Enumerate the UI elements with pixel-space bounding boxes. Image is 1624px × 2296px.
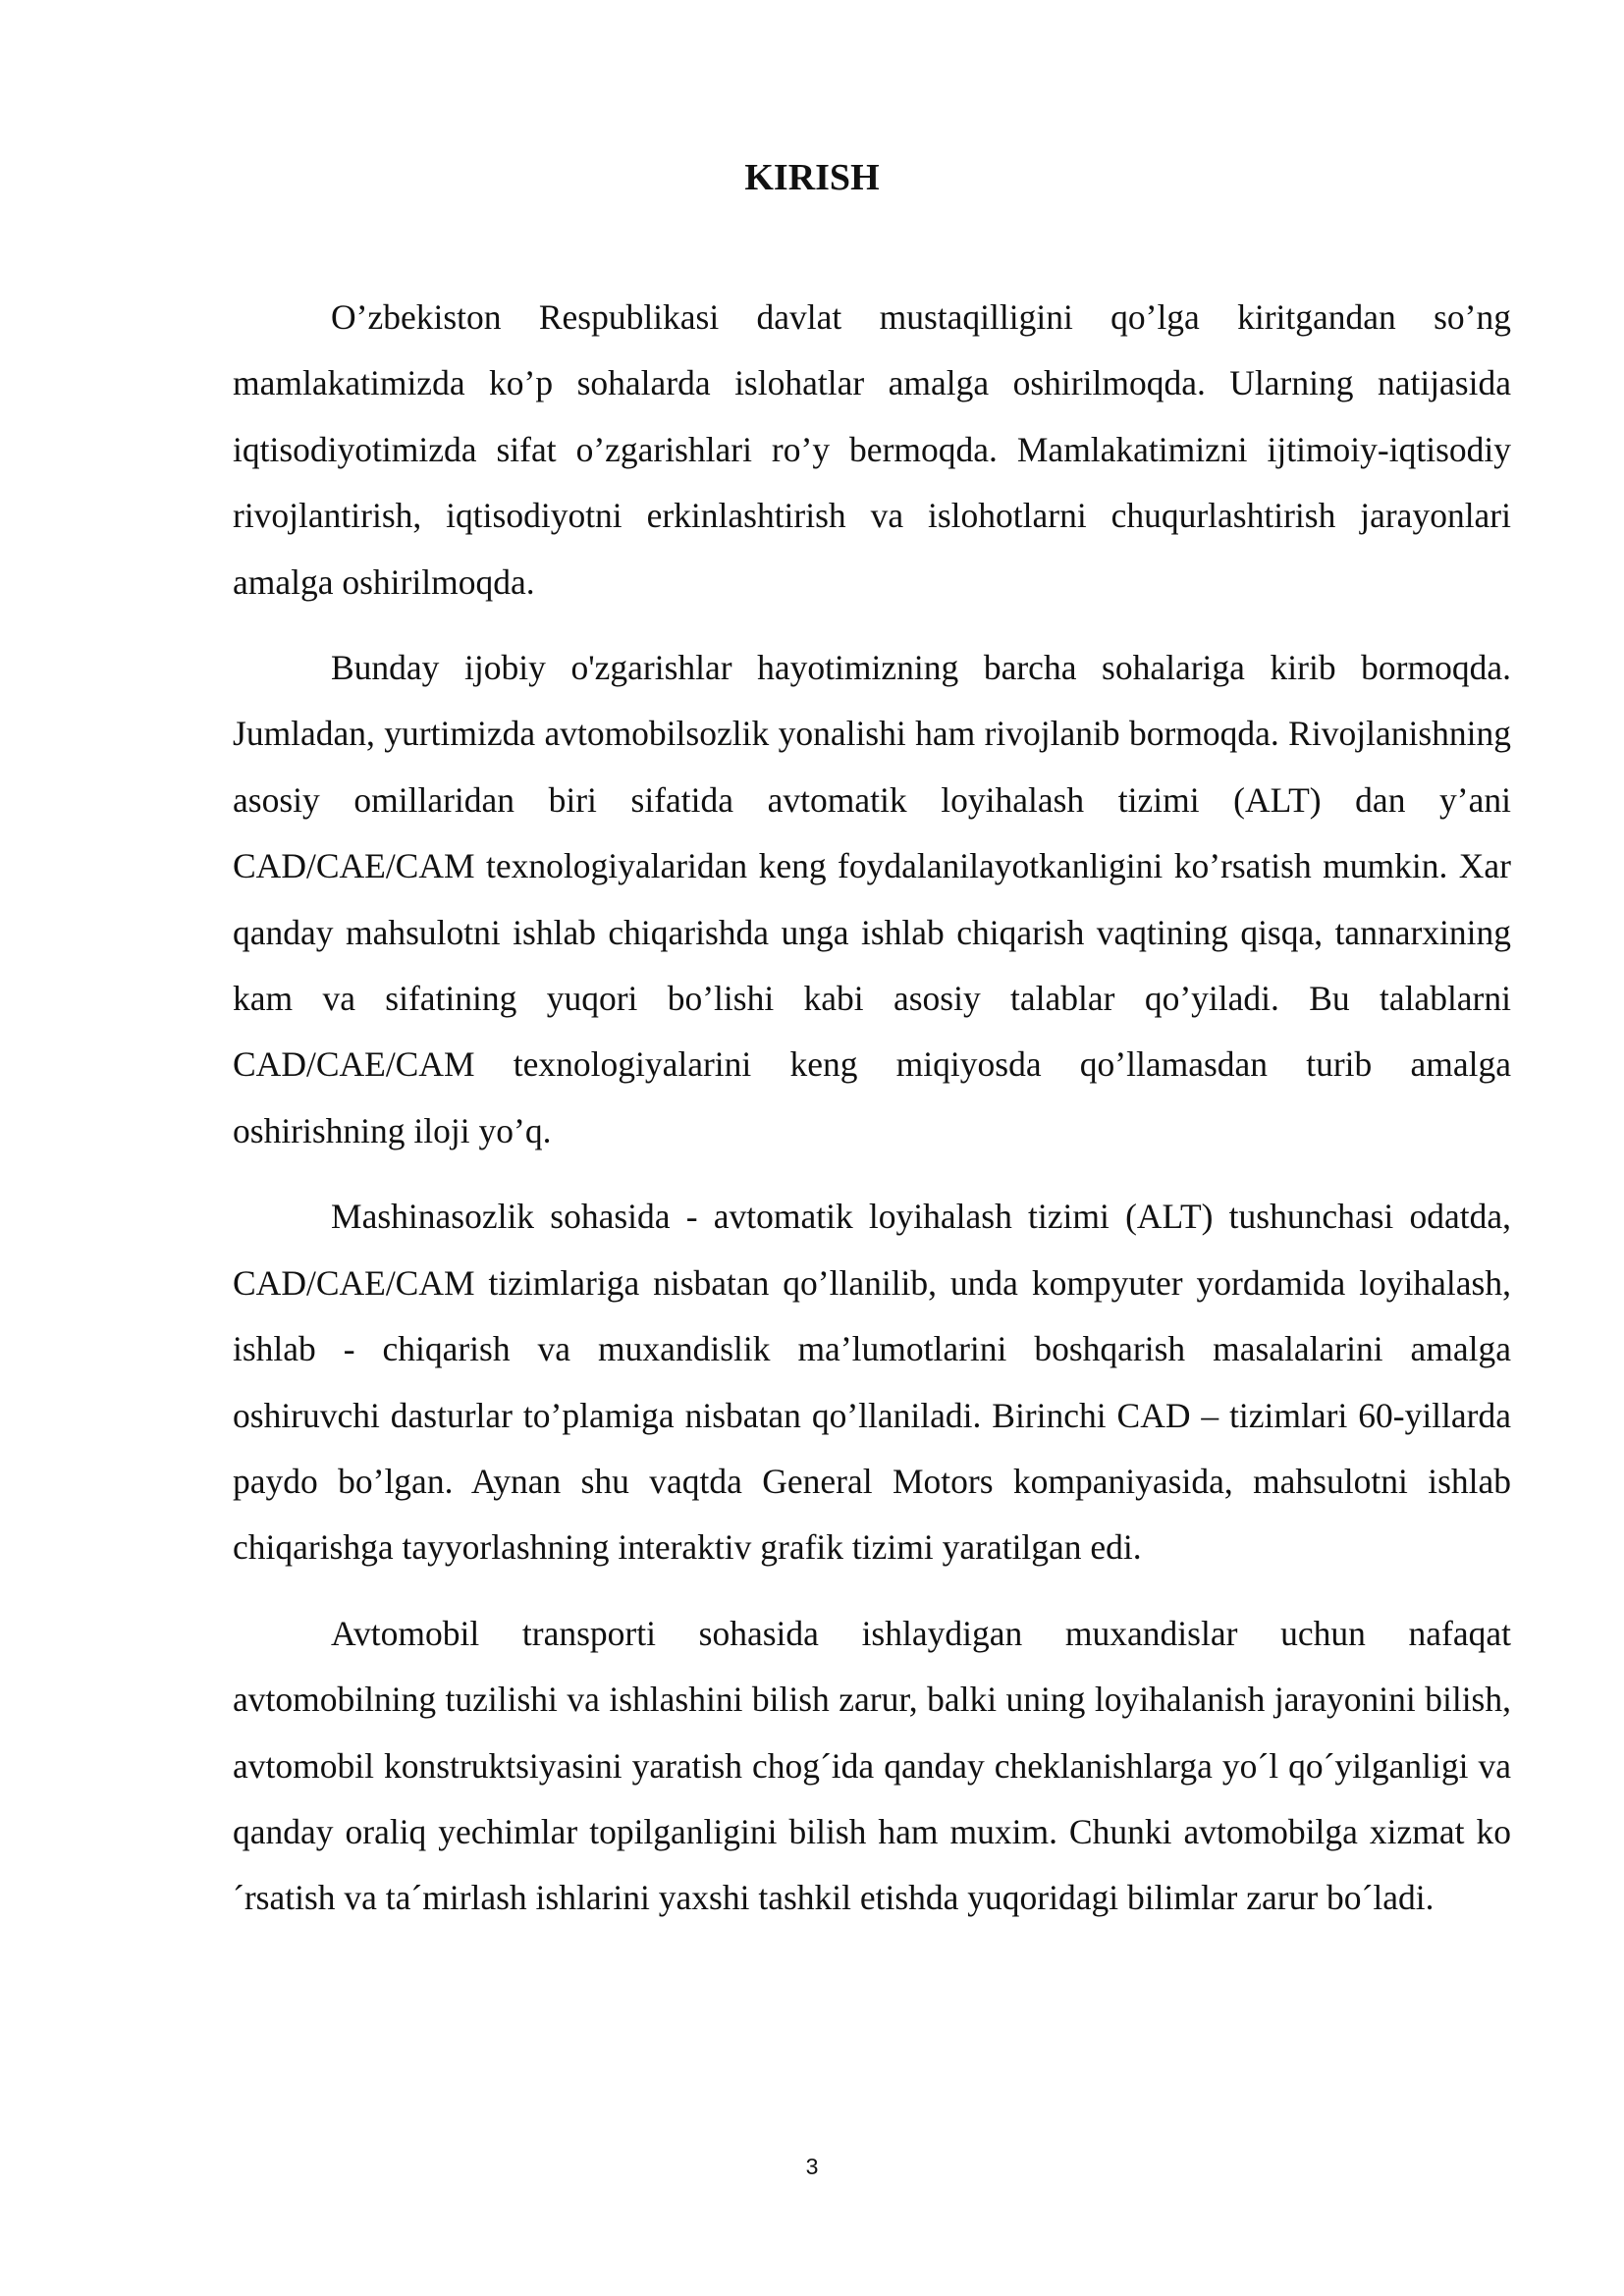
paragraph-3: Mashinasozlik sohasida - avtomatik loyihalash tizimi (ALT) tushunchasi odatda, CAD/CAE/CAM tizimlariga nisbatan qo’llanilib, unda kompyuter yordamida loyihalash, ishlab - chiqarish va muxandislik ma’lumotlarini boshqarish masalalarini amalga oshiruvchi dasturlar to’plamiga nisbatan qo’llaniladi. Birinchi CAD – tizimlari 60-yillarda paydo bo’lgan. Aynan shu vaqtda General Motors kompaniyasida, mahsulotni ishlab chiqarishga tayyorlashning interaktiv grafik tizimi yaratilgan edi. bbox=[233, 1197, 1511, 1568]
body-text bbox=[233, 285, 1511, 1951]
paragraph-1: O’zbekiston Respublikasi davlat mustaqilligini qo’lga kiritgandan so’ng mamlakatimizda ko’p sohalarda islohatlar amalga oshirilmoqda. Ularning natijasida iqtisodiyotimizda sifat o’zgarishlari ro’y bermoqda. Mamlakatimizni ijtimoiy-iqtisodiy rivojlantirish, iqtisodiyotni erkinlashtirish va islohotlarni chuqurlashtirish jarayonlari amalga oshirilmoqda. bbox=[233, 297, 1511, 602]
section-title: KIRISH bbox=[744, 157, 880, 198]
paragraph-2: Bunday ijobiy o'zgarishlar hayotimizning barcha sohalariga kirib bormoqda. Jumladan, yurtimizda avtomobilsozlik yonalishi ham rivojlanib bormoqda. Rivojlanishning asosiy omillaridan biri sifatida avtomatik loyihalash tizimi (ALT) dan y’ani CAD/CAE/CAM texnologiyalaridan keng foydalanilayotkanligini ko’rsatish mumkin. Xar qanday mahsulotni ishlab chiqarishda unga ishlab chiqarish vaqtining qisqa, tannarxining kam va sifatining yuqori bo’lishi kabi asosiy talablar qo’yiladi. Bu talablarni CAD/CAE/CAM texnologiyalarini keng miqiyosda qo’llamasdan turib amalga oshirishning iloji yo’q. bbox=[233, 648, 1511, 1150]
page-number: 3 bbox=[805, 2154, 819, 2179]
paragraph-4: Avtomobil transporti sohasida ishlaydigan muxandislar uchun nafaqat avtomobilning tuzilishi va ishlashini bilish zarur, balki uning loyihalanish jarayonini bilish, avtomobil konstruktsiyasini yaratish chog´ida qanday cheklanishlarga yo´l qo´yilganligi va qanday oraliq yechimlar topilganligini bilish ham muxim. Chunki avtomobilga xizmat ko´rsatish va ta´mirlash ishlarini yaxshi tashkil etishda yuqoridagi bilimlar zarur bo´ladi. bbox=[233, 1613, 1511, 1918]
